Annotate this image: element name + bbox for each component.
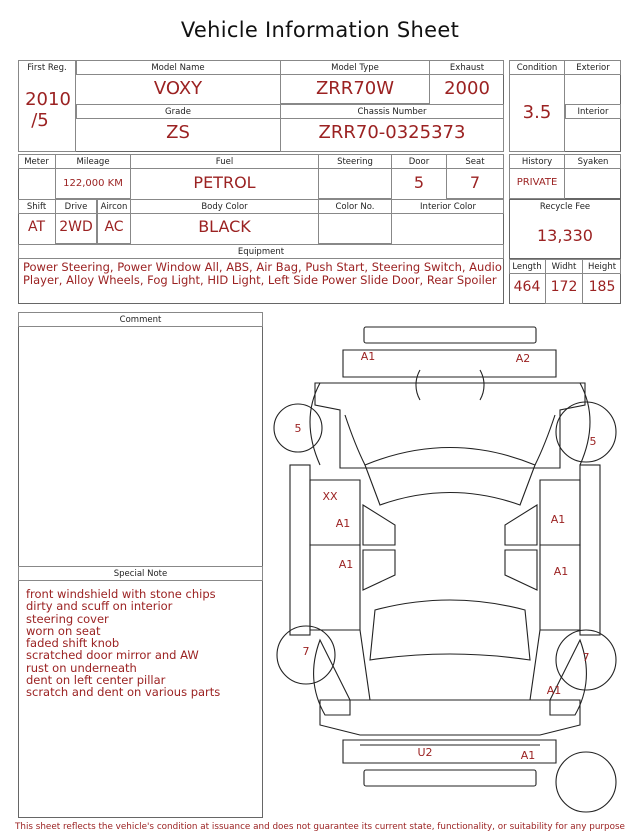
grade-label: Grade [165,107,191,117]
front-right-wheel [556,402,616,462]
mark-right-rear-door: A1 [553,565,569,578]
roof-area [395,530,505,600]
width-label: Widht [551,262,577,272]
tailgate-outline [320,700,580,735]
right-a-pillar [535,415,555,465]
left-front-window [363,505,395,545]
special-note-line: scratch and dent on various parts [26,685,221,700]
exterior-label: Exterior [576,63,610,73]
mark-left-rear-door: A1 [338,558,354,571]
mark-rear-bumper-right: A1 [520,749,536,762]
mark-wheel-front-left: 5 [294,422,302,435]
car-damage-diagram [270,320,630,820]
first-reg-month: /5 [31,110,49,131]
special-note-line: worn on seat [26,623,101,638]
right-rocker-outline [580,465,600,635]
mark-right-quarter: A1 [546,684,562,697]
body-color-value: BLACK [198,217,251,236]
mark-left-front-door: A1 [335,517,351,530]
right-rear-quarter [550,640,586,715]
seat-value: 7 [469,173,481,192]
comment-panel [18,312,263,818]
chassis-label: Chassis Number [357,107,427,117]
first-reg-year: 2010 [25,89,71,110]
right-rear-window [505,550,537,590]
mark-wheel-front-right: 5 [589,435,597,448]
history-label: History [521,157,553,167]
model-type-label: Model Type [331,63,379,73]
first-reg-label: First Reg. [27,63,67,73]
mark-front-bumper-right: A2 [515,352,531,365]
shift-label: Shift [26,202,47,212]
mark-right-front-door: A1 [550,513,566,526]
interior-label: Interior [577,107,609,117]
drive-value: 2WD [59,219,93,235]
mark-wheel-rear-left: 7 [302,645,310,658]
condition-label: Condition [516,63,558,73]
mark-front-bumper-left: A1 [360,350,376,363]
special-note-line: dirty and scuff on interior [26,599,173,614]
interior-color-label: Interior Color [420,202,476,212]
left-rear-window [363,550,395,590]
aircon-value: AC [104,219,124,235]
door-value: 5 [413,173,425,192]
exhaust-label: Exhaust [449,63,485,73]
mark-left-pillar: XX [322,490,338,503]
mileage-label: Mileage [76,157,110,167]
right-fender-outline [580,383,590,465]
model-name-value: VOXY [153,78,203,99]
special-note-line: dent on left center pillar [26,673,166,688]
left-a-pillar [345,415,365,465]
door-label: Door [408,157,430,167]
special-note-line: faded shift knob [26,636,120,651]
model-type-value: ZRR70W [315,78,395,99]
special-note-line: steering cover [26,611,109,626]
seat-label: Seat [465,157,485,167]
recycle-label: Recycle Fee [539,202,591,212]
condition-value: 3.5 [522,102,552,123]
steering-label: Steering [337,157,373,167]
spare-wheel [556,752,616,812]
page-title: Vehicle Information Sheet [180,18,460,42]
mark-rear-bumper-center: U2 [417,746,433,759]
shift-value: AT [27,219,46,235]
meter-label: Meter [24,157,49,167]
special-note-line: scratched door mirror and AW [26,648,199,663]
right-front-window [505,505,537,545]
right-rear-door-outline [540,545,580,630]
front-grille-outline [364,327,536,343]
width-value: 172 [550,279,578,295]
left-headlight-outline [416,370,420,400]
special-note-label: Special Note [113,569,168,579]
length-label: Length [512,262,542,272]
right-c-pillar [530,630,540,700]
left-fender-outline [310,383,320,465]
drive-label: Drive [64,202,88,212]
special-note-line: rust on underneath [26,660,137,675]
chassis-value: ZRR70-0325373 [318,122,466,143]
special-note-list [26,588,220,699]
left-rear-quarter [314,640,350,715]
fuel-label: Fuel [215,157,234,167]
rear-step-outline [364,770,536,786]
model-name-label: Model Name [151,63,205,73]
comment-label: Comment [119,315,162,325]
height-value: 185 [588,279,616,295]
mark-wheel-rear-right: 7 [582,651,590,664]
special-note-line: front windshield with stone chips [26,587,216,601]
fuel-value: PETROL [193,173,256,192]
syaken-label: Syaken [577,157,609,167]
color-no-label: Color No. [335,202,375,212]
left-c-pillar [360,630,370,700]
left-rocker-outline [290,465,310,635]
aircon-label: Aircon [100,202,128,212]
equipment-value: Power Steering, Power Window All, ABS, Air Bag, Push Start, Steering Switch, Audio Player, Alloy Wheels, Fog Light, HID Light, Left Side Power Slide Door, Rear Spoiler [23,260,502,287]
body-color-label: Body Color [201,202,248,212]
recycle-value: 13,330 [537,226,593,245]
disclaimer-footer: This sheet reflects the vehicle's condition at issuance and does not guarantee its current state, functionality, or suitability for any purpose [15,822,625,832]
rear-window-outline [370,600,530,660]
grade-value: ZS [166,122,190,143]
equipment-label: Equipment [237,247,285,257]
windshield-outline [365,448,535,506]
history-value: PRIVATE [516,177,558,188]
height-label: Height [587,262,617,272]
hood-outline [315,383,585,468]
mileage-value: 122,000 KM [63,178,123,189]
length-value: 464 [513,279,541,295]
exhaust-value: 2000 [444,78,490,99]
right-headlight-outline [480,370,484,400]
